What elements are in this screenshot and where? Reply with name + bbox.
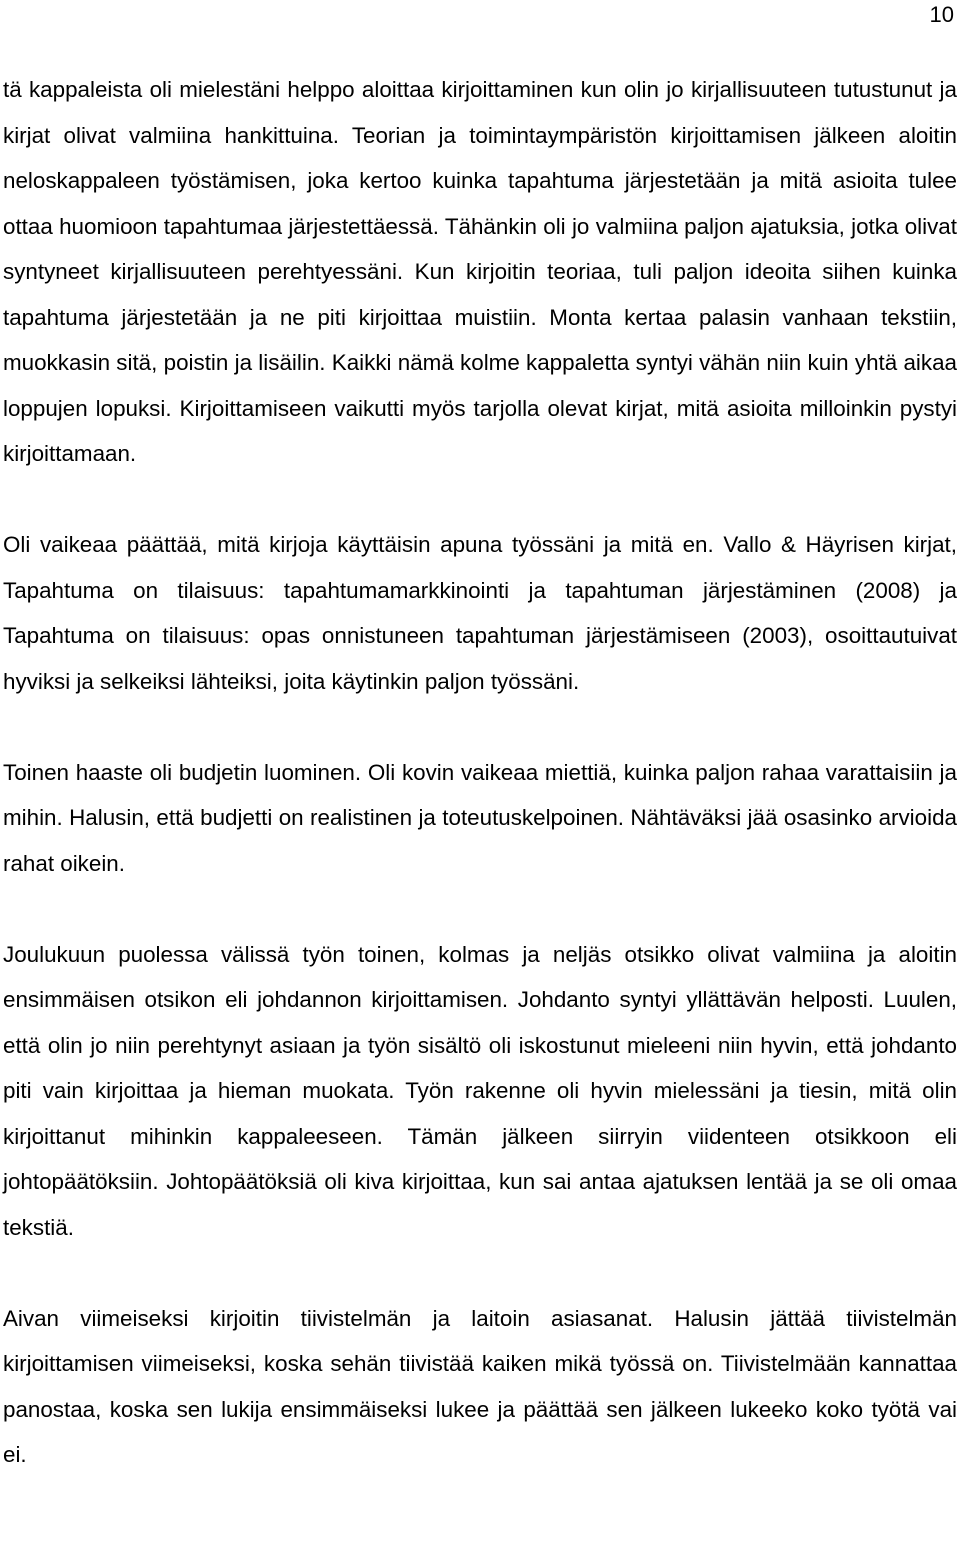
page-number: 10 — [929, 2, 954, 27]
document-body — [3, 67, 957, 1478]
paragraph: Joulukuun puolessa välissä työn toinen, kolmas ja neljäs otsikko olivat valmiina ja aloitin ensimmäisen otsikon eli johdannon kirjoittamisen. Johdanto syntyi yllättävän helposti. Luulen, että olin jo niin perehtynyt asiaan ja työn sisältö oli iskostunut mieleeni niin hyvin, että johdanto piti vain kirjoittaa ja hieman muokata. Työn rakenne oli hyvin mielessäni ja tiesin, mitä olin kirjoittanut mihinkin kappaleeseen. Tämän jälkeen siirryin viidenteen otsikkoon eli johtopäätöksiin. Johtopäätöksiä oli kiva kirjoittaa, kun sai antaa ajatuksen lentää ja se oli omaa tekstiä. — [3, 941, 957, 1240]
paragraph: tä kappaleista oli mielestäni helppo aloittaa kirjoittaminen kun olin jo kirjallisuuteen tutustunut ja kirjat olivat valmiina hankittuina. Teorian ja toimintaympäristön kirjoittamisen jälkeen aloitin neloskappaleen työstämisen, joka kertoo kuinka tapahtuma järjestetään ja mitä asioita tulee ottaa huomioon tapahtumaa järjestettäessä. Tähänkin oli jo valmiina paljon ajatuksia, jotka olivat syntyneet kirjallisuuteen perehtyessäni. Kun kirjoitin teoriaa, tuli paljon ideoita siihen kuinka tapahtuma järjestetään ja ne piti kirjoittaa muistiin. Monta kertaa palasin vanhaan tekstiin, muokkasin sitä, poistin ja lisäilin. Kaikki nämä kolme kappaletta syntyi vähän niin kuin yhtä aikaa loppujen lopuksi. Kirjoittamiseen vaikutti myös tarjolla olevat kirjat, mitä asioita milloinkin pystyi kirjoittamaan. — [3, 77, 957, 466]
paragraph: Oli vaikeaa päättää, mitä kirjoja käyttäisin apuna työssäni ja mitä en. Vallo & Häyrisen kirjat, Tapahtuma on tilaisuus: tapahtumamarkkinointi ja tapahtuman järjestäminen (2008) ja Tapahtuma on tilaisuus: opas onnistuneen tapahtuman järjestämiseen (2003), osoittautuivat hyviksi ja selkeiksi lähteiksi, joita käytinkin paljon työssäni. — [3, 532, 957, 694]
paragraph: Toinen haaste oli budjetin luominen. Oli kovin vaikeaa miettiä, kuinka paljon rahaa varattaisiin ja mihin. Halusin, että budjetti on realistinen ja toteutuskelpoinen. Nähtäväksi jää osasinko arvioida rahat oikein. — [3, 759, 957, 876]
paragraph: Aivan viimeiseksi kirjoitin tiivistelmän ja laitoin asiasanat. Halusin jättää tiivistelmän kirjoittamisen viimeiseksi, koska sehän tiivistää kaiken mikä työssä on. Tiivistelmään kannattaa panostaa, koska sen lukija ensimmäiseksi lukee ja päättää sen jälkeen lukeeko koko työtä vai ei. — [3, 1305, 957, 1467]
